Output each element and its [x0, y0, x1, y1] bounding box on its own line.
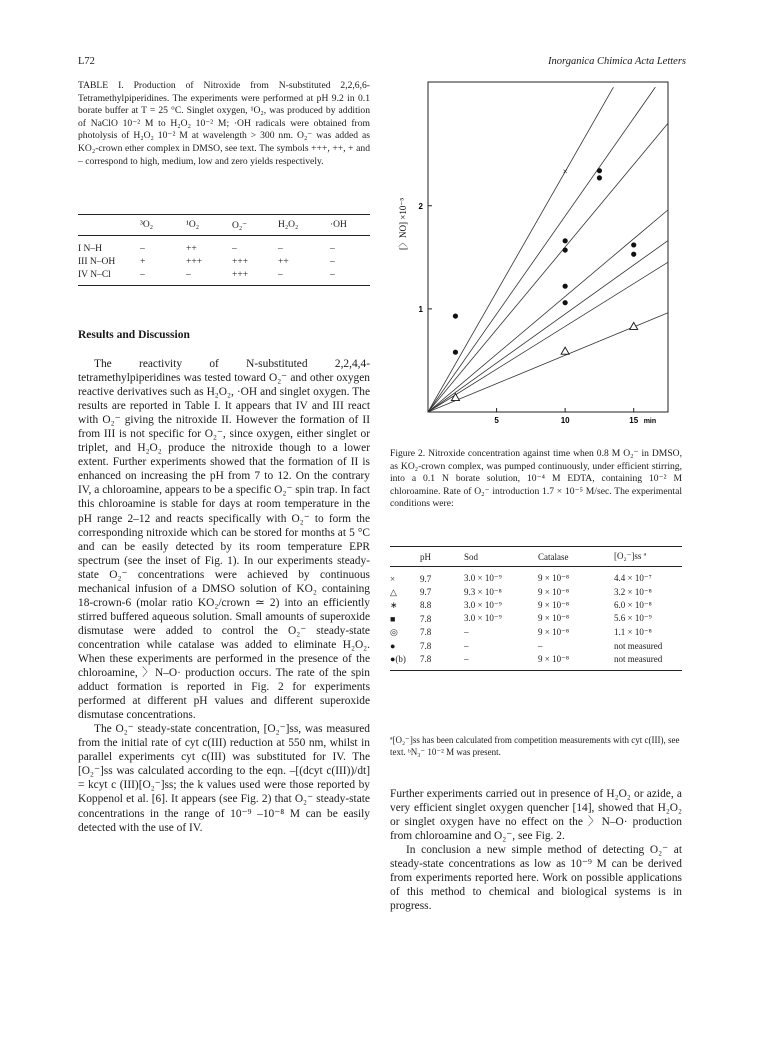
table-cell: 9 × 10⁻⁸ — [538, 613, 569, 624]
table-cell: ● — [390, 640, 396, 651]
table-cell: 9.3 × 10⁻⁸ — [464, 586, 502, 597]
table-cell: ■ — [390, 613, 396, 624]
table-cell: 9 × 10⁻⁸ — [538, 586, 569, 597]
axis-ticks — [419, 202, 657, 425]
fit-line-3 — [428, 123, 668, 412]
table-cell: 5.6 × 10⁻⁹ — [614, 613, 652, 624]
data-points — [451, 167, 637, 401]
table-cell: + — [140, 256, 146, 267]
figure-2 — [392, 80, 682, 440]
table-cell: not measured — [614, 640, 663, 651]
right-column-text — [390, 787, 682, 913]
table-cell: 8.8 — [420, 600, 432, 611]
table1-col — [78, 215, 140, 236]
table-row — [78, 268, 370, 281]
table-cell: ●(b) — [390, 654, 406, 665]
table-row — [390, 572, 682, 585]
table-cell: – — [186, 269, 191, 280]
table1-grid — [78, 215, 370, 285]
section-heading: Results and Discussion — [78, 329, 190, 341]
table-cell: IV N–Cl — [78, 269, 111, 280]
data-point: × — [562, 166, 568, 177]
conditions-grid — [390, 547, 682, 670]
table-cell: 7.8 — [420, 654, 432, 665]
left-column-text — [78, 357, 370, 835]
x-tick-label: 15 — [629, 416, 639, 425]
table-cell: – — [330, 256, 335, 267]
table-cell: 3.0 × 10⁻⁹ — [464, 613, 502, 624]
table1-col: ¹O₂ — [186, 220, 200, 230]
table-cell: 7.8 — [420, 640, 432, 651]
data-point — [597, 168, 602, 173]
table1-col: ·OH — [330, 220, 347, 230]
conditions-col: Sod — [464, 551, 479, 562]
table-cell: – — [140, 269, 145, 280]
table1 — [78, 214, 370, 286]
data-point — [561, 347, 569, 354]
table-cell: 1.1 × 10⁻⁸ — [614, 626, 652, 637]
table-row — [78, 242, 370, 255]
y-axis-label: [〉NO] ×10⁻⁵ — [398, 197, 408, 250]
conditions-col: [O₂⁻]ss ª — [614, 551, 647, 561]
table-cell: ++ — [278, 256, 289, 267]
table-row — [78, 255, 370, 268]
figure-2-plot — [392, 80, 682, 440]
table-cell: I N–H — [78, 243, 103, 254]
table-cell: 3.0 × 10⁻⁹ — [464, 573, 502, 584]
table-cell: – — [464, 640, 469, 651]
figure2-caption: Figure 2. Nitroxide concentration against time when 0.8 M O₂⁻ in DMSO, as KO₂-crown complex, was pumped continuously, under efficient stirring, into a 0.1 N borate solution, 10⁻⁴ M EDTA, containing 10⁻² M chloroamine. Rate of O₂⁻ introduction 1.7 × 10⁻⁵ M/sec. The experimental conditions were: — [390, 448, 682, 510]
table-row — [390, 585, 682, 598]
table-cell: 3.2 × 10⁻⁸ — [614, 586, 652, 597]
conditions-col: Catalase — [538, 551, 569, 562]
table-cell: 9.7 — [420, 573, 432, 584]
data-point — [631, 242, 636, 247]
table-cell: – — [278, 243, 283, 254]
table-row — [390, 599, 682, 612]
table-cell: – — [330, 269, 335, 280]
fit-line-6 — [428, 262, 668, 412]
data-point — [563, 247, 568, 252]
data-point — [563, 300, 568, 305]
x-tick-label: 10 — [560, 416, 570, 425]
x-axis-unit: min — [643, 418, 657, 425]
conditions-header-row — [390, 547, 682, 567]
table-cell: – — [464, 654, 469, 665]
table1-caption: TABLE I. Production of Nitroxide from N-substituted 2,2,6,6-Tetramethylpiperidines. The experiments were performed at pH 9.2 in 0.1 borate buffer at T = 25 °C. Singlet oxygen, ¹O₂, was produced by addition of NaClO 10⁻² M to H₂O₂ 10⁻² M; ·OH radicals were obtained from photolysis of H₂O₂ 10⁻² M at wavelength > 300 nm. O₂⁻ was added as KO₂-crown ether complex in DMSO, see text. The symbols +++, ++, + and – correspond to high, medium, low and zero yields respectively. — [78, 80, 370, 167]
table-cell: 9 × 10⁻⁸ — [538, 653, 569, 664]
table-cell: 9 × 10⁻⁸ — [538, 573, 569, 584]
table-cell: 9.7 — [420, 587, 432, 598]
table1-col: ³O₂ — [140, 220, 154, 230]
table-row — [390, 639, 682, 652]
conditions-footnote: ª[O₂⁻]ss has been calculated from competition measurements with cyt c(III), see text. ᵇN₃⁻ 10⁻² M was present. — [390, 735, 680, 757]
table-cell: – — [278, 269, 283, 280]
data-point — [563, 238, 568, 243]
table-cell: 9 × 10⁻⁸ — [538, 599, 569, 610]
table-cell: +++ — [186, 256, 203, 267]
page-number: L72 — [78, 56, 95, 67]
y-tick-label: 2 — [418, 201, 423, 211]
table-cell: 7.8 — [420, 613, 432, 624]
conditions-col: pH — [420, 551, 431, 562]
fit-lines — [428, 87, 668, 412]
table-cell: 7.8 — [420, 627, 432, 638]
conditions-table — [390, 546, 682, 671]
table-cell: not measured — [614, 654, 663, 665]
table-cell: × — [390, 573, 396, 584]
table-cell: +++ — [232, 269, 249, 280]
y-tick-label: 1 — [418, 304, 423, 314]
table-cell: III N–OH — [78, 256, 116, 267]
paragraph: In conclusion a new simple method of detecting O₂⁻ at steady-state concentrations as low as 10⁻⁹ M can be derived from experiments reported here. Work on possible applications of this method to chemical and biological systems is in progress. — [390, 844, 682, 913]
table-cell: – — [538, 640, 543, 651]
table-row — [390, 612, 682, 625]
table-row — [390, 626, 682, 639]
table-row — [390, 652, 682, 665]
table-cell: – — [140, 243, 145, 254]
paragraph: The O₂⁻ steady-state concentration, [O₂⁻]ss, was measured from the initial rate of cyt c(III) reduction at 550 nm, whilst in parallel experiments cyt c(III) was substituted for IV. The [O₂⁻]ss was calculated according to the eqn. –[(dcyt c(III))/dt] = kcyt c (III)[O₂⁻]ss; the k values used were those reported by Koppenol et al. [6]. It appears (see Fig. 2) that O₂⁻ steady-state concentrations in the range of 10⁻⁹ –10⁻⁸ M can be easily detected with the use of IV. — [78, 723, 370, 834]
table-cell: – — [464, 627, 469, 638]
table-cell: 6.0 × 10⁻⁸ — [614, 599, 652, 610]
table-cell: △ — [390, 586, 397, 597]
data-point — [563, 284, 568, 289]
paragraph: The reactivity of N-substituted 2,2,4,4-tetramethylpiperidines was tested toward O₂⁻ and other oxygen reactive derivatives such as H₂O₂, ·OH and singlet oxygen. The results are reported in Table I. It appears that IV and III react with O₂⁻ giving the nitroxide II. However the formation of II from III is not specific for O₂⁻, since oxygen, either singlet or triplet, and H₂O₂ produce the nitroxide though to a lower extent. Further experiments showed that the formation of II is enhanced on increasing the pH from 7 to 12. On the contrary IV, a chloroamine, appears to be a specific O₂⁻ spin trap. In fact this chloroamine is stable for days at room temperature in the pH range 2–12 and reacts specifically with O₂⁻ to form the corresponding nitroxide which can be stored for months at 5 °C and can be easily detected by its room temperature EPR spectrum (see the inset of Fig. 1). In our experiments steady-state O₂⁻ concentrations were achieved by continuous mechanical infusion of a DMSO solution of KO₂ containing 18-crown-6 (molar ratio KO₂/crown ≃ 2) into an efficiently stirred buffered aqueous solution. Small amounts of superoxide dismutase were added to control the O₂⁻ steady-state concentration while catalase was added to eliminate H₂O₂. When these experiments are performed in the presence of the chloroamine, 〉N–O· production occurs. The rate of the spin adduct formation is reported in Fig. 2 for experiments performed at different pH values and different superoxide dismutase concentrations. — [78, 358, 370, 722]
table-cell: 3.0 × 10⁻⁹ — [464, 599, 502, 610]
x-tick-label: 5 — [494, 416, 499, 425]
table-cell: 4.4 × 10⁻⁷ — [614, 573, 652, 584]
fit-line-1 — [428, 87, 613, 412]
journal-name: Inorganica Chimica Acta Letters — [548, 56, 686, 67]
table-cell: – — [330, 243, 335, 254]
paragraph: Further experiments carried out in presence of H₂O₂ or azide, a very efficient singlet oxygen quencher [14], showed that H₂O₂ or singlet oxygen have no effect on the 〉N–O· production from chloroamine and O₂⁻, see Fig. 2. — [390, 788, 682, 843]
table1-header-row — [78, 215, 370, 236]
table-cell: ∗ — [390, 599, 398, 610]
table-cell: +++ — [232, 256, 249, 267]
conditions-col — [390, 547, 420, 567]
table-cell: 9 × 10⁻⁸ — [538, 626, 569, 637]
data-point — [453, 350, 458, 355]
table-cell: – — [232, 243, 237, 254]
data-point — [453, 313, 458, 318]
data-point — [631, 252, 636, 257]
data-point — [597, 175, 602, 180]
table1-col: O₂⁻ — [232, 220, 248, 231]
table-cell: ++ — [186, 243, 197, 254]
table1-col: H₂O₂ — [278, 220, 299, 230]
table-cell: ◎ — [390, 626, 398, 637]
